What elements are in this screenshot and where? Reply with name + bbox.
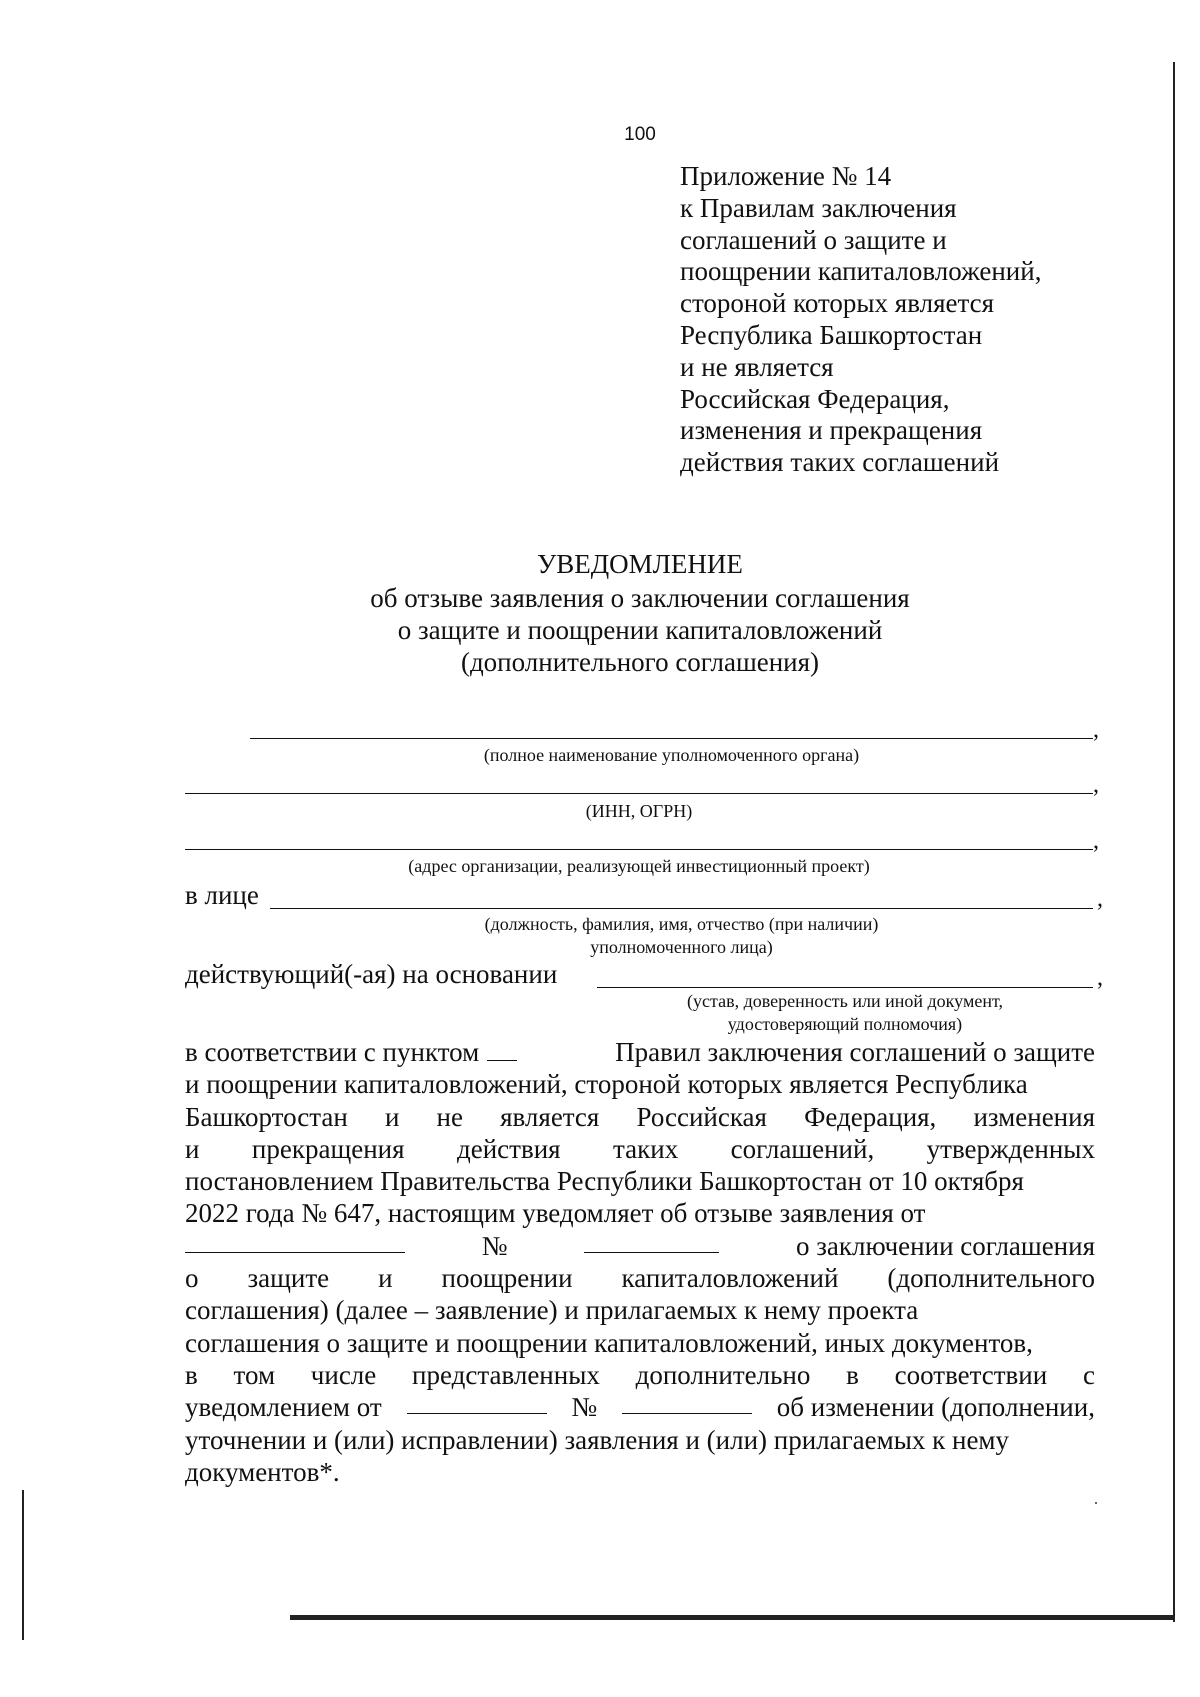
body-word: дополнительно [635,1359,811,1390]
caption-line: (устав, доверенность или иной документ, [687,991,1003,1011]
body-text-segment: об изменении (дополнении, [776,1392,1095,1423]
body-word: изменения [973,1101,1095,1132]
appendix-line: Республика Башкортостан [680,319,983,350]
body-word: соглашений, [730,1133,875,1164]
body-word: с [1082,1359,1095,1390]
field-comma: , [1097,886,1103,912]
body-word: о [185,1263,199,1294]
subtitle-line: о защите и поощрении капиталовложений [397,615,883,645]
organization-address-field[interactable] [185,849,1093,850]
appendix-header [680,161,1150,479]
application-date-blank[interactable] [185,1230,405,1253]
application-number-blank[interactable] [584,1230,719,1253]
body-word: представленных [412,1359,600,1390]
caption-line: (должность, фамилия, имя, отчество (при наличии) [484,914,879,934]
body-word: является [500,1101,600,1132]
appendix-line: стороной которых является [680,288,995,319]
scan-edge-right [1173,62,1175,1622]
notice-date-blank[interactable] [407,1391,547,1414]
body-line [185,1133,1095,1165]
authority-basis-caption [597,990,1093,1036]
organization-address-caption: (адрес организации, реализующей инвестиционный проект) [408,856,870,876]
body-word: Федерация, [804,1101,937,1132]
appendix-line: изменения и прекращения [680,415,983,446]
scan-edge-left [22,1490,24,1640]
body-word: таких [613,1133,679,1164]
body-line: и поощрении капиталовложений, стороной которых является Республика [185,1069,1028,1100]
body-line [185,1101,1095,1133]
body-word: капиталовложений [621,1263,839,1294]
notice-body [185,1036,1095,1488]
body-text-segment: уведомлением от [185,1392,382,1423]
appendix-line: Приложение № 14 [680,161,892,191]
authority-name-field[interactable] [250,738,1093,739]
body-line: 2022 года № 647, настоящим уведомляет об отзыве заявления от [185,1198,926,1229]
body-word: и [384,1101,400,1132]
clause-number-blank[interactable] [487,1038,517,1061]
appendix-line: к Правилам заключения [680,192,957,223]
appendix-line: Российская Федерация, [680,383,950,414]
body-word: и [378,1263,393,1294]
body-word: прекращения [251,1133,405,1164]
body-word: том [233,1359,276,1390]
body-line: соглашения) (далее – заявление) и прилагаемых к нему проекта [185,1295,919,1326]
page-number: 100 [624,124,656,145]
document-subtitle [190,582,1090,678]
subtitle-line: (дополнительного соглашения) [460,647,820,677]
body-word: числе [310,1359,377,1390]
number-sign: № [481,1230,508,1261]
scan-speck [1095,1502,1097,1504]
authority-basis-field[interactable] [597,987,1093,988]
scan-edge-bottom [290,1615,1175,1620]
inn-ogrn-caption: (ИНН, ОГРН) [585,801,693,821]
body-line: соглашения о защите и поощрении капиталовложений, иных документов, [185,1327,1033,1358]
body-word: утвержденных [926,1133,1095,1164]
body-word: в [846,1359,859,1390]
body-line [185,1359,1095,1391]
appendix-line: и не является [680,351,834,382]
body-text-segment: Правил заключения соглашений о защите [615,1037,1095,1067]
subtitle-line: об отзыве заявления о заключении соглашения [370,583,910,613]
document-title: УВЕДОМЛЕНИЕ [537,549,743,579]
person-label: в лице [185,880,259,910]
field-comma: , [1093,828,1099,854]
body-word: в [185,1359,198,1390]
notice-number-blank[interactable] [622,1391,752,1414]
appendix-line: поощрении капиталовложений, [680,256,1042,287]
body-word: (дополнительного [887,1263,1095,1294]
authorized-person-caption [270,913,1093,959]
body-word: поощрении [441,1263,573,1294]
field-comma: , [1093,717,1099,743]
authorized-person-field[interactable] [270,908,1093,909]
caption-line: уполномоченного лица) [590,937,773,957]
inn-ogrn-field[interactable] [185,793,1093,794]
appendix-line: действия таких соглашений [680,447,1000,478]
body-word: защите [247,1263,330,1294]
body-word: соответствии [894,1359,1048,1390]
field-comma: , [1097,965,1103,991]
body-text-segment: в соответствии с пунктом [185,1037,480,1067]
body-word: не [436,1101,463,1132]
body-line: документов*. [185,1456,340,1487]
authority-name-caption: (полное наименование уполномоченного органа) [483,745,860,765]
body-line: уточнении и (или) исправлении) заявления и (или) прилагаемых к нему [185,1424,1010,1455]
body-word: действия [457,1133,561,1164]
caption-line: удостоверяющий полномочия) [727,1014,963,1034]
body-text-segment: о заключении соглашения [795,1230,1095,1261]
body-word: Башкортостан [185,1101,348,1132]
body-line: постановлением Правительства Республики Башкортостан от 10 октября [185,1166,1024,1197]
field-comma: , [1093,772,1099,798]
appendix-line: соглашений о защите и [680,224,947,255]
body-word: Российская [636,1101,767,1132]
basis-label: действующий(-ая) на основании [185,959,558,989]
body-line [185,1230,1095,1262]
body-line [185,1036,1095,1068]
body-word: и [185,1133,200,1164]
body-line [185,1391,1095,1423]
number-sign: № [571,1392,598,1423]
body-line [185,1262,1095,1294]
